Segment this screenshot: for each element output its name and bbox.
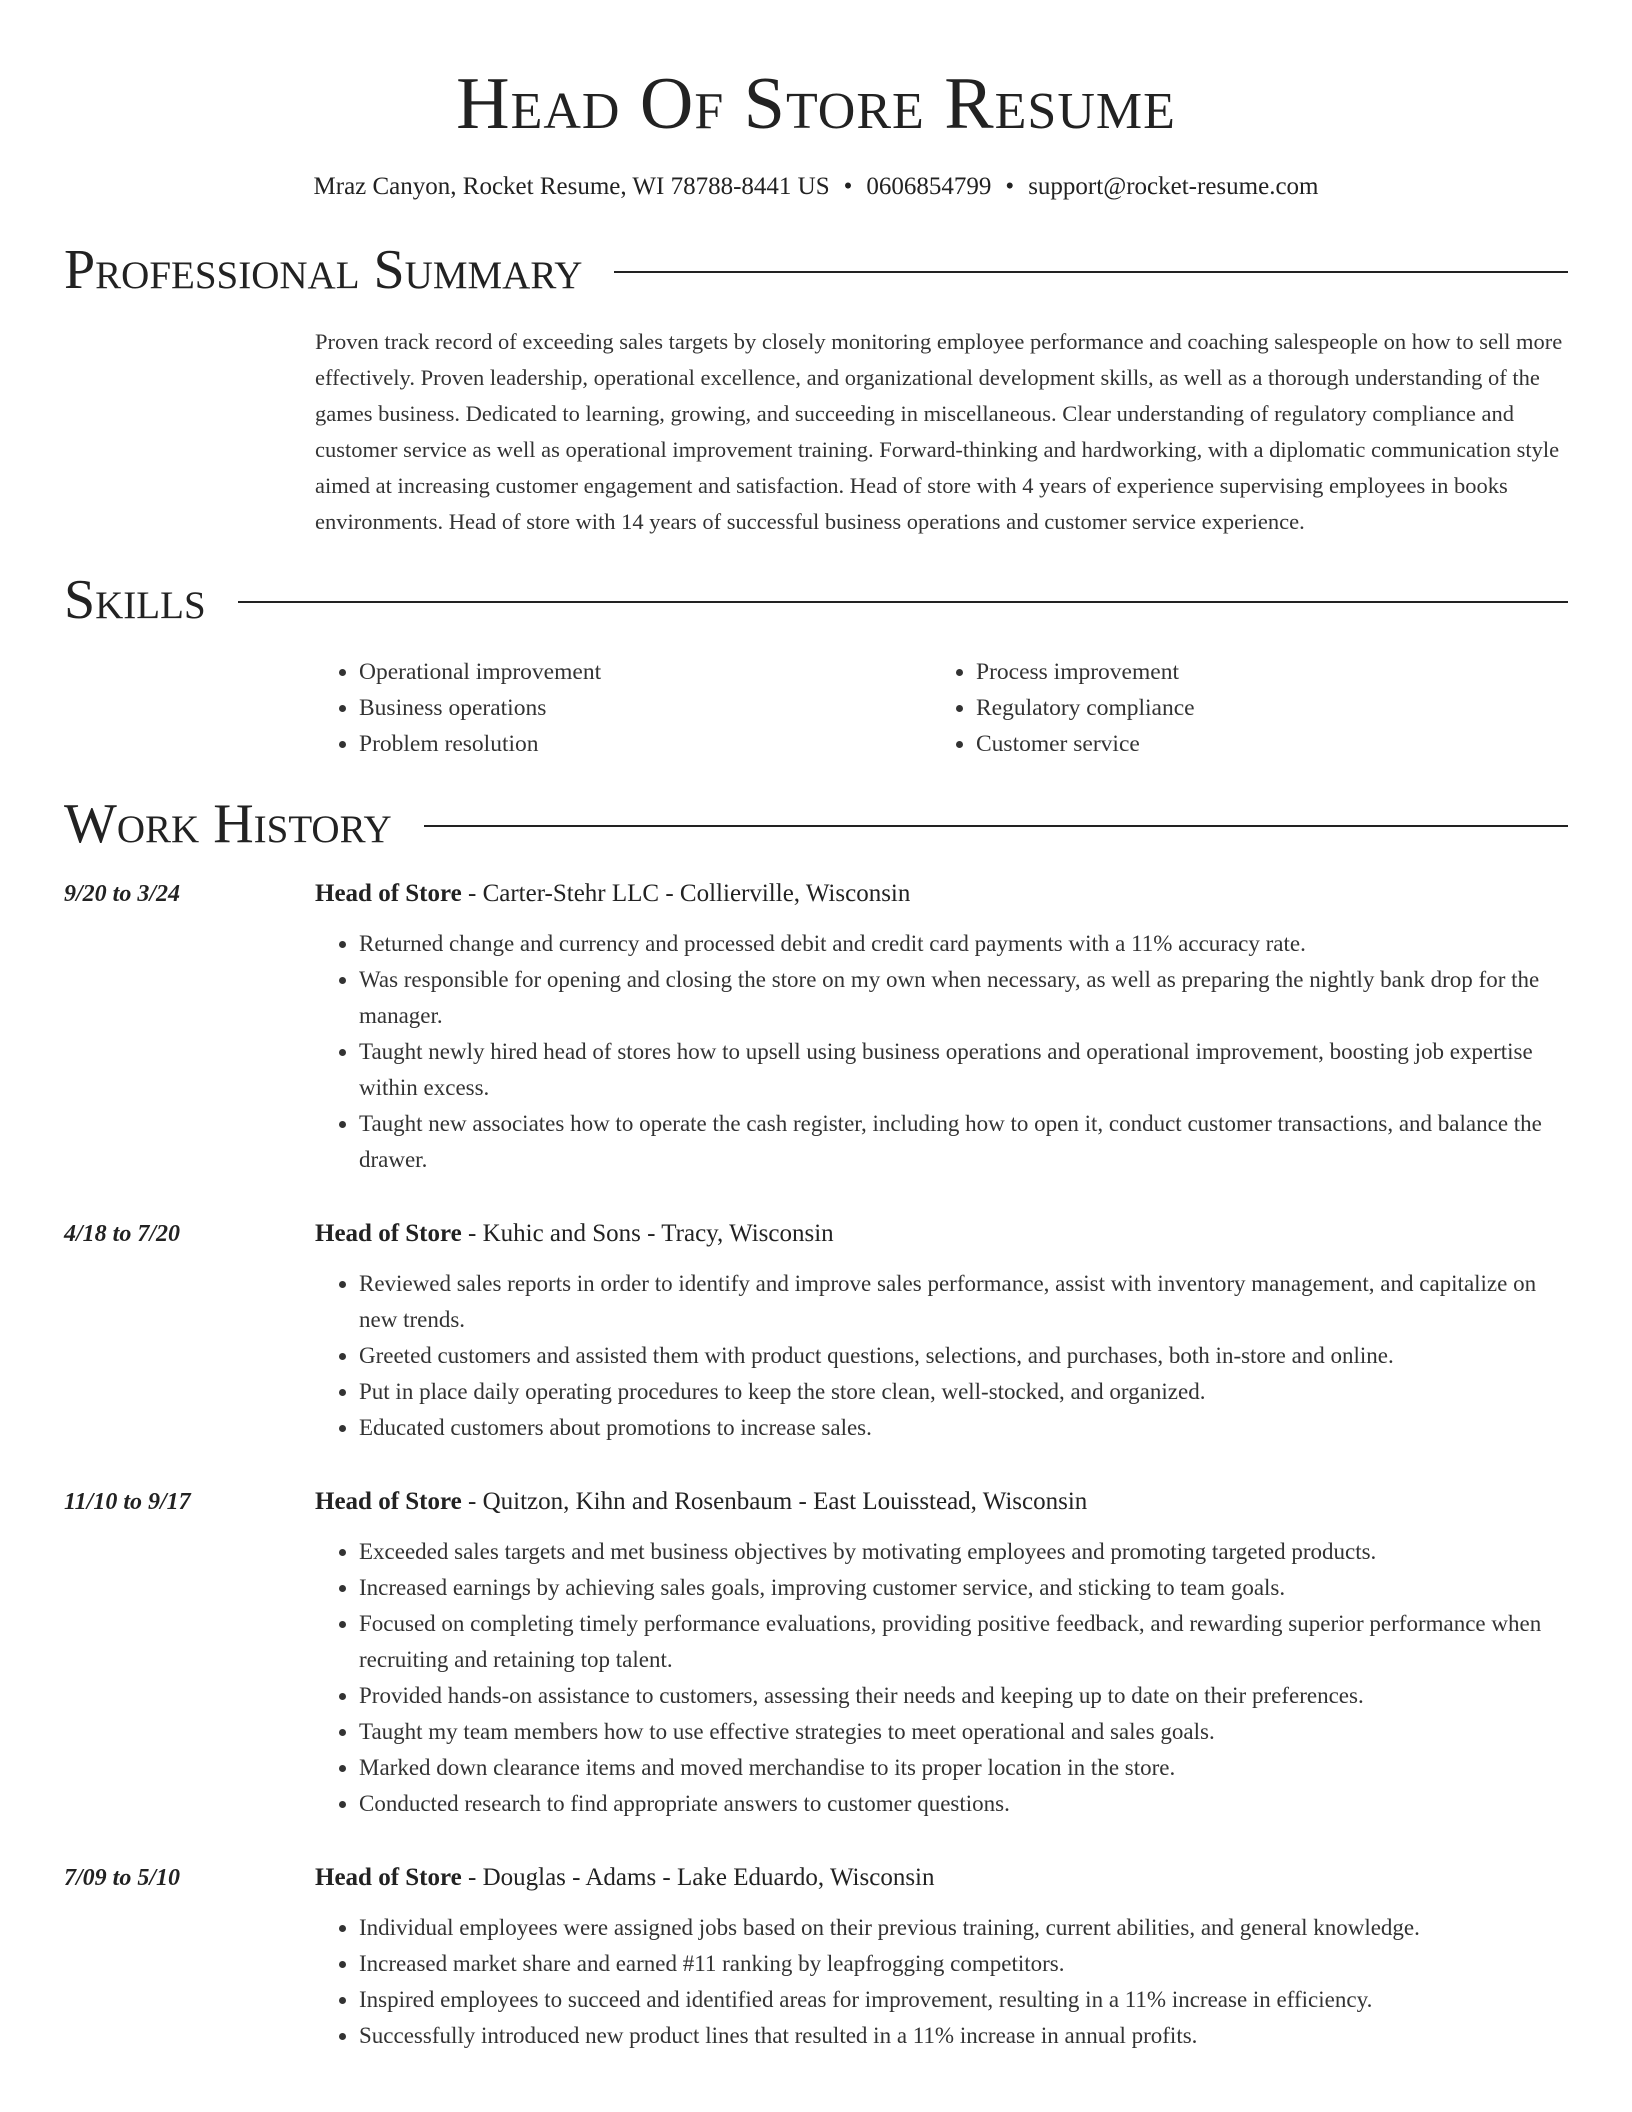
summary-heading: Professional Summary	[64, 239, 583, 301]
skills-section-header	[64, 568, 1568, 632]
job-details: - Kuhic and Sons - Tracy, Wisconsin	[461, 1220, 834, 1247]
job-entry	[64, 1860, 1568, 2054]
job-bullet: • Put in place daily operating procedures to keep the store clean, well-stocked, and organized.	[359, 1374, 1568, 1410]
job-role: Head of Store	[315, 1220, 462, 1247]
job-bullet: • Exceeded sales targets and met business objectives by motivating employees and promoting targeted products.	[359, 1534, 1568, 1570]
job-heading	[315, 1216, 1568, 1252]
section-divider	[424, 825, 1568, 827]
job-role: Head of Store	[315, 880, 462, 907]
skills-heading: Skills	[64, 569, 206, 631]
job-body	[315, 1216, 1568, 1446]
job-entry	[64, 876, 1568, 1178]
job-dates: 4/18 to 7/20	[64, 1221, 181, 1247]
job-dates: 11/10 to 9/17	[64, 1489, 191, 1515]
work-section-header	[64, 792, 1568, 856]
skill-item: • Business operations	[359, 690, 932, 726]
job-bullet: • Increased market share and earned #11 ranking by leapfrogging competitors.	[359, 1946, 1568, 1982]
job-bullet: • Successfully introduced new product lines that resulted in a 11% increase in annual profits.	[359, 2018, 1568, 2054]
job-role: Head of Store	[315, 1864, 462, 1891]
contact-address: Mraz Canyon, Rocket Resume, WI 78788-8441 US	[313, 173, 830, 200]
job-heading	[315, 1860, 1568, 1896]
job-bullets	[315, 926, 1568, 1178]
job-role: Head of Store	[315, 1488, 462, 1515]
contact-line	[64, 170, 1568, 204]
job-bullet: • Inspired employees to succeed and identified areas for improvement, resulting in a 11% increase in efficiency.	[359, 1982, 1568, 2018]
skills-column-right	[932, 654, 1549, 762]
job-bullet: • Individual employees were assigned jobs based on their previous training, current abilities, and general knowledge.	[359, 1910, 1568, 1946]
job-bullets	[315, 1266, 1568, 1446]
job-details: - Carter-Stehr LLC - Collierville, Wisconsin	[461, 880, 911, 907]
job-bullet: • Taught newly hired head of stores how to upsell using business operations and operational improvement, boosting job expertise within excess.	[359, 1034, 1568, 1106]
job-bullet: • Returned change and currency and processed debit and credit card payments with a 11% accuracy rate.	[359, 926, 1568, 962]
skill-item: • Process improvement	[976, 654, 1549, 690]
job-body	[315, 1484, 1568, 1822]
job-bullet: • Was responsible for opening and closing the store on my own when necessary, as well as preparing the nightly bank drop for the manager.	[359, 962, 1568, 1034]
job-bullet: • Greeted customers and assisted them with product questions, selections, and purchases, both in-store and online.	[359, 1338, 1568, 1374]
resume-title: Head Of Store Resume	[456, 63, 1176, 145]
job-bullet: • Provided hands-on assistance to customers, assessing their needs and keeping up to date on their preferences.	[359, 1678, 1568, 1714]
job-details: - Douglas - Adams - Lake Eduardo, Wisconsin	[461, 1864, 935, 1891]
job-bullet: • Educated customers about promotions to increase sales.	[359, 1410, 1568, 1446]
job-bullet: • Taught new associates how to operate the cash register, including how to open it, conduct customer transactions, and balance the drawer.	[359, 1106, 1568, 1178]
job-dates: 9/20 to 3/24	[64, 881, 181, 907]
job-dates: 7/09 to 5/10	[64, 1865, 181, 1891]
skills-column-left	[315, 654, 932, 762]
job-bullet: • Taught my team members how to use effective strategies to meet operational and sales goals.	[359, 1714, 1568, 1750]
job-body	[315, 1860, 1568, 2054]
skill-item: • Customer service	[976, 726, 1549, 762]
work-heading: Work History	[64, 793, 392, 855]
summary-section-header	[64, 238, 1568, 302]
job-body	[315, 876, 1568, 1178]
skill-item: • Regulatory compliance	[976, 690, 1549, 726]
contact-phone: 0606854799	[866, 173, 992, 200]
job-entry	[64, 1216, 1568, 1446]
job-details: - Quitzon, Kihn and Rosenbaum - East Louisstead, Wisconsin	[461, 1488, 1088, 1515]
job-bullets	[315, 1910, 1568, 2054]
job-heading	[315, 1484, 1568, 1520]
job-bullet: • Marked down clearance items and moved merchandise to its proper location in the store.	[359, 1750, 1568, 1786]
job-bullet: • Reviewed sales reports in order to identify and improve sales performance, assist with inventory management, and capitalize on new trends.	[359, 1266, 1568, 1338]
skills-list	[315, 654, 1568, 762]
section-divider	[238, 601, 1568, 603]
skill-item: • Operational improvement	[359, 654, 932, 690]
job-bullet: • Conducted research to find appropriate answers to customer questions.	[359, 1786, 1568, 1822]
contact-separator: •	[1005, 173, 1015, 200]
job-bullet: • Increased earnings by achieving sales goals, improving customer service, and sticking to team goals.	[359, 1570, 1568, 1606]
job-bullet: • Focused on completing timely performance evaluations, providing positive feedback, and rewarding superior performance when recruiting and retaining top talent.	[359, 1606, 1568, 1678]
contact-email: support@rocket-resume.com	[1028, 173, 1319, 200]
job-heading	[315, 876, 1568, 912]
job-entry	[64, 1484, 1568, 1822]
job-bullets	[315, 1534, 1568, 1822]
contact-separator: •	[843, 173, 853, 200]
section-divider	[614, 271, 1568, 273]
skill-item: • Problem resolution	[359, 726, 932, 762]
summary-text: Proven track record of exceeding sales targets by closely monitoring employee performance and coaching salespeople on how to sell more effectively. Proven leadership, operational excellence, and organizational development skills, as well as a thorough understanding of the games business. Dedicated to learning, growing, and succeeding in miscellaneous. Clear understanding of regulatory compliance and customer service as well as operational improvement training. Forward-thinking and hardworking, with a diplomatic communication style aimed at increasing customer engagement and satisfaction. Head of store with 4 years of experience supervising employees in books environments. Head of store with 14 years of successful business operations and customer service experience.	[315, 329, 1563, 534]
